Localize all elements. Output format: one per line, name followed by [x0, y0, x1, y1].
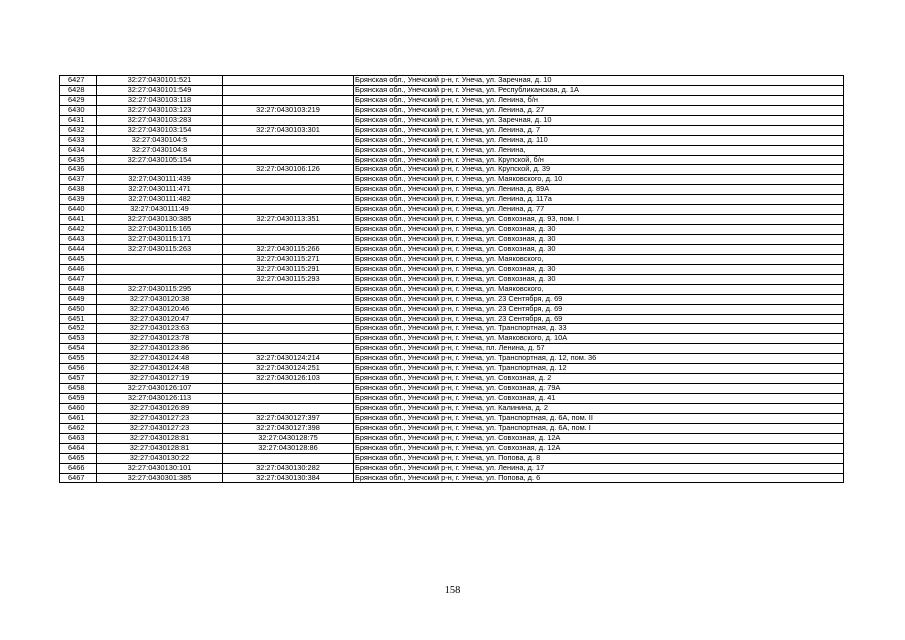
row-number-cell: 6434 [60, 145, 97, 155]
row-number-cell: 6439 [60, 195, 97, 205]
address-cell: Брянская обл., Унечский р-н, г. Унеча, ул. 23 Сентября, д. 69 [354, 304, 844, 314]
address-cell: Брянская обл., Унечский р-н, г. Унеча, ул. Совхозная, д. 41 [354, 394, 844, 404]
table-row [60, 423, 844, 433]
table-row [60, 105, 844, 115]
row-number-cell: 6441 [60, 215, 97, 225]
row-number-cell: 6440 [60, 205, 97, 215]
address-cell: Брянская обл., Унечский р-н, г. Унеча, ул. Транспортная, д. 6А, пом. I [354, 423, 844, 433]
related-cadastral-number-cell: 32:27:0430124:214 [223, 354, 354, 364]
table-row [60, 294, 844, 304]
address-cell: Брянская обл., Унечский р-н, г. Унеча, ул. Маяковского, д. 10А [354, 334, 844, 344]
related-cadastral-number-cell [223, 76, 354, 86]
table-row [60, 334, 844, 344]
cadastral-number-cell: 32:27:0430130:22 [97, 453, 223, 463]
cadastral-number-cell: 32:27:0430127:19 [97, 374, 223, 384]
cadastral-number-cell: 32:27:0430103:154 [97, 125, 223, 135]
row-number-cell: 6429 [60, 95, 97, 105]
table-row [60, 433, 844, 443]
address-cell: Брянская обл., Унечский р-н, г. Унеча, пл. Ленина, д. 57 [354, 344, 844, 354]
related-cadastral-number-cell [223, 304, 354, 314]
row-number-cell: 6436 [60, 165, 97, 175]
table-row [60, 205, 844, 215]
related-cadastral-number-cell: 32:27:0430130:282 [223, 463, 354, 473]
address-cell: Брянская обл., Унечский р-н, г. Унеча, ул. Ленина, д. 117а [354, 195, 844, 205]
cadastral-number-cell [97, 274, 223, 284]
cadastral-number-cell: 32:27:0430127:23 [97, 423, 223, 433]
row-number-cell: 6466 [60, 463, 97, 473]
related-cadastral-number-cell: 32:27:0430113:351 [223, 215, 354, 225]
related-cadastral-number-cell: 32:27:0430126:103 [223, 374, 354, 384]
related-cadastral-number-cell [223, 225, 354, 235]
row-number-cell: 6461 [60, 413, 97, 423]
related-cadastral-number-cell: 32:27:0430124:251 [223, 364, 354, 374]
cadastral-number-cell: 32:27:0430123:78 [97, 334, 223, 344]
row-number-cell: 6449 [60, 294, 97, 304]
cadastral-number-cell: 32:27:0430126:113 [97, 394, 223, 404]
address-cell: Брянская обл., Унечский р-н, г. Унеча, ул. 23 Сентября, д. 69 [354, 314, 844, 324]
row-number-cell: 6459 [60, 394, 97, 404]
address-cell: Брянская обл., Унечский р-н, г. Унеча, ул. Ленина, д. 7 [354, 125, 844, 135]
table-row [60, 175, 844, 185]
address-cell: Брянская обл., Унечский р-н, г. Унеча, ул. Совхозная, д. 30 [354, 244, 844, 254]
address-cell: Брянская обл., Унечский р-н, г. Унеча, ул. Транспортная, д. 33 [354, 324, 844, 334]
table-row [60, 244, 844, 254]
table-row [60, 344, 844, 354]
page-number: 158 [444, 585, 461, 596]
related-cadastral-number-cell [223, 85, 354, 95]
related-cadastral-number-cell [223, 403, 354, 413]
address-cell: Брянская обл., Унечский р-н, г. Унеча, ул. Маяковского, [354, 284, 844, 294]
table-row [60, 235, 844, 245]
cadastral-number-cell: 32:27:0430111:482 [97, 195, 223, 205]
row-number-cell: 6445 [60, 254, 97, 264]
row-number-cell: 6433 [60, 135, 97, 145]
table-row [60, 463, 844, 473]
address-cell: Брянская обл., Унечский р-н, г. Унеча, ул. Совхозная, д. 93, пом. I [354, 215, 844, 225]
related-cadastral-number-cell [223, 115, 354, 125]
cadastral-number-cell: 32:27:0430115:295 [97, 284, 223, 294]
row-number-cell: 6443 [60, 235, 97, 245]
table-row [60, 413, 844, 423]
row-number-cell: 6464 [60, 443, 97, 453]
table-row [60, 304, 844, 314]
related-cadastral-number-cell [223, 453, 354, 463]
related-cadastral-number-cell: 32:27:0430115:271 [223, 254, 354, 264]
related-cadastral-number-cell [223, 284, 354, 294]
related-cadastral-number-cell [223, 334, 354, 344]
row-number-cell: 6435 [60, 155, 97, 165]
cadastral-number-cell: 32:27:0430124:48 [97, 354, 223, 364]
address-cell: Брянская обл., Унечский р-н, г. Унеча, ул. Ленина, д. 77 [354, 205, 844, 215]
table-row [60, 145, 844, 155]
address-cell: Брянская обл., Унечский р-н, г. Унеча, ул. Крупской, д. 39 [354, 165, 844, 175]
address-cell: Брянская обл., Унечский р-н, г. Унеча, ул. Заречная, д. 10 [354, 76, 844, 86]
address-cell: Брянская обл., Унечский р-н, г. Унеча, ул. Попова, д. 8 [354, 453, 844, 463]
related-cadastral-number-cell [223, 394, 354, 404]
row-number-cell: 6465 [60, 453, 97, 463]
cadastral-number-cell: 32:27:0430127:23 [97, 413, 223, 423]
related-cadastral-number-cell: 32:27:0430115:291 [223, 264, 354, 274]
address-cell: Брянская обл., Унечский р-н, г. Унеча, ул. Ленина, д. 17 [354, 463, 844, 473]
row-number-cell: 6431 [60, 115, 97, 125]
cadastral-number-cell: 32:27:0430120:46 [97, 304, 223, 314]
row-number-cell: 6437 [60, 175, 97, 185]
table-row [60, 314, 844, 324]
cadastral-number-cell: 32:27:0430126:107 [97, 384, 223, 394]
address-cell: Брянская обл., Унечский р-н, г. Унеча, ул. Крупской, б/н [354, 155, 844, 165]
cadastral-number-cell: 32:27:0430104:5 [97, 135, 223, 145]
related-cadastral-number-cell: 32:27:0430115:266 [223, 244, 354, 254]
cadastral-number-cell: 32:27:0430126:89 [97, 403, 223, 413]
table-row [60, 195, 844, 205]
row-number-cell: 6462 [60, 423, 97, 433]
related-cadastral-number-cell: 32:27:0430103:219 [223, 105, 354, 115]
address-cell: Брянская обл., Унечский р-н, г. Унеча, ул. Ленина, д. 27 [354, 105, 844, 115]
row-number-cell: 6430 [60, 105, 97, 115]
cadastral-number-cell: 32:27:0430111:439 [97, 175, 223, 185]
cadastral-number-cell: 32:27:0430128:81 [97, 433, 223, 443]
address-cell: Брянская обл., Унечский р-н, г. Унеча, ул. Совхозная, д. 30 [354, 235, 844, 245]
address-cell: Брянская обл., Унечский р-н, г. Унеча, ул. Маяковского, д. 10 [354, 175, 844, 185]
cadastral-number-cell: 32:27:0430105:154 [97, 155, 223, 165]
cadastral-number-cell: 32:27:0430111:49 [97, 205, 223, 215]
related-cadastral-number-cell: 32:27:0430103:301 [223, 125, 354, 135]
cadastral-number-cell [97, 264, 223, 274]
address-cell: Брянская обл., Унечский р-н, г. Унеча, ул. Совхозная, д. 12А [354, 433, 844, 443]
row-number-cell: 6452 [60, 324, 97, 334]
address-cell: Брянская обл., Унечский р-н, г. Унеча, ул. 23 Сентября, д. 69 [354, 294, 844, 304]
table-row [60, 115, 844, 125]
related-cadastral-number-cell: 32:27:0430127:398 [223, 423, 354, 433]
table-row [60, 324, 844, 334]
table-row [60, 225, 844, 235]
table-row [60, 185, 844, 195]
address-cell: Брянская обл., Унечский р-н, г. Унеча, ул. Совхозная, д. 79А [354, 384, 844, 394]
row-number-cell: 6428 [60, 85, 97, 95]
row-number-cell: 6442 [60, 225, 97, 235]
table-row [60, 453, 844, 463]
table-row [60, 135, 844, 145]
row-number-cell: 6451 [60, 314, 97, 324]
address-cell: Брянская обл., Унечский р-н, г. Унеча, ул. Ленина, д. 89А [354, 185, 844, 195]
cadastral-number-cell: 32:27:0430115:165 [97, 225, 223, 235]
cadastral-number-cell: 32:27:0430128:81 [97, 443, 223, 453]
address-cell: Брянская обл., Унечский р-н, г. Унеча, ул. Транспортная, д. 6А, пом. II [354, 413, 844, 423]
row-number-cell: 6448 [60, 284, 97, 294]
related-cadastral-number-cell: 32:27:0430115:293 [223, 274, 354, 284]
table-row [60, 384, 844, 394]
row-number-cell: 6427 [60, 76, 97, 86]
cadastral-number-cell: 32:27:0430103:283 [97, 115, 223, 125]
address-cell: Брянская обл., Унечский р-н, г. Унеча, ул. Калинина, д. 2 [354, 403, 844, 413]
address-cell: Брянская обл., Унечский р-н, г. Унеча, ул. Ленина, д. 110 [354, 135, 844, 145]
address-cell: Брянская обл., Унечский р-н, г. Унеча, ул. Совхозная, д. 30 [354, 264, 844, 274]
related-cadastral-number-cell: 32:27:0430128:75 [223, 433, 354, 443]
row-number-cell: 6432 [60, 125, 97, 135]
row-number-cell: 6438 [60, 185, 97, 195]
table-row [60, 284, 844, 294]
row-number-cell: 6453 [60, 334, 97, 344]
address-cell: Брянская обл., Унечский р-н, г. Унеча, ул. Совхозная, д. 2 [354, 374, 844, 384]
cadastral-number-cell [97, 254, 223, 264]
related-cadastral-number-cell [223, 175, 354, 185]
cadastral-number-cell: 32:27:0430115:263 [97, 244, 223, 254]
address-cell: Брянская обл., Унечский р-н, г. Унеча, ул. Ленина, [354, 145, 844, 155]
address-cell: Брянская обл., Унечский р-н, г. Унеча, ул. Совхозная, д. 30 [354, 274, 844, 284]
cadastral-number-cell: 32:27:0430123:86 [97, 344, 223, 354]
row-number-cell: 6455 [60, 354, 97, 364]
table-row [60, 374, 844, 384]
related-cadastral-number-cell [223, 155, 354, 165]
table-row [60, 394, 844, 404]
cadastral-number-cell: 32:27:0430124:48 [97, 364, 223, 374]
cadastral-number-cell: 32:27:0430120:47 [97, 314, 223, 324]
related-cadastral-number-cell [223, 235, 354, 245]
row-number-cell: 6446 [60, 264, 97, 274]
table-row [60, 85, 844, 95]
table-row [60, 443, 844, 453]
table-row [60, 76, 844, 86]
related-cadastral-number-cell [223, 95, 354, 105]
table-row [60, 473, 844, 483]
table-body [60, 76, 844, 483]
row-number-cell: 6450 [60, 304, 97, 314]
row-number-cell: 6447 [60, 274, 97, 284]
related-cadastral-number-cell [223, 195, 354, 205]
table-row [60, 264, 844, 274]
address-cell: Брянская обл., Унечский р-н, г. Унеча, ул. Совхозная, д. 12А [354, 443, 844, 453]
row-number-cell: 6444 [60, 244, 97, 254]
related-cadastral-number-cell [223, 344, 354, 354]
related-cadastral-number-cell [223, 135, 354, 145]
related-cadastral-number-cell: 32:27:0430130:384 [223, 473, 354, 483]
address-cell: Брянская обл., Унечский р-н, г. Унеча, ул. Заречная, д. 10 [354, 115, 844, 125]
cadastral-number-cell: 32:27:0430103:123 [97, 105, 223, 115]
cadastral-number-cell: 32:27:0430115:171 [97, 235, 223, 245]
table-row [60, 125, 844, 135]
cadastral-table [59, 75, 844, 483]
cadastral-number-cell: 32:27:0430301:385 [97, 473, 223, 483]
related-cadastral-number-cell: 32:27:0430128:86 [223, 443, 354, 453]
cadastral-number-cell: 32:27:0430130:101 [97, 463, 223, 473]
related-cadastral-number-cell [223, 294, 354, 304]
cadastral-number-cell: 32:27:0430101:521 [97, 76, 223, 86]
address-cell: Брянская обл., Унечский р-н, г. Унеча, ул. Попова, д. 6 [354, 473, 844, 483]
row-number-cell: 6463 [60, 433, 97, 443]
table-row [60, 254, 844, 264]
cadastral-number-cell [97, 165, 223, 175]
related-cadastral-number-cell [223, 205, 354, 215]
address-cell: Брянская обл., Унечский р-н, г. Унеча, ул. Совхозная, д. 30 [354, 225, 844, 235]
table-row [60, 215, 844, 225]
address-cell: Брянская обл., Унечский р-н, г. Унеча, ул. Маяковского, [354, 254, 844, 264]
cadastral-number-cell: 32:27:0430104:8 [97, 145, 223, 155]
table-row [60, 403, 844, 413]
table-row [60, 354, 844, 364]
row-number-cell: 6454 [60, 344, 97, 354]
row-number-cell: 6467 [60, 473, 97, 483]
related-cadastral-number-cell [223, 314, 354, 324]
related-cadastral-number-cell [223, 324, 354, 334]
row-number-cell: 6457 [60, 374, 97, 384]
cadastral-number-cell: 32:27:0430103:118 [97, 95, 223, 105]
address-cell: Брянская обл., Унечский р-н, г. Унеча, ул. Транспортная, д. 12, пом. 36 [354, 354, 844, 364]
table-row [60, 364, 844, 374]
table-row [60, 155, 844, 165]
related-cadastral-number-cell: 32:27:0430127:397 [223, 413, 354, 423]
table-row [60, 95, 844, 105]
table-row [60, 165, 844, 175]
cadastral-number-cell: 32:27:0430101:549 [97, 85, 223, 95]
cadastral-number-cell: 32:27:0430123:63 [97, 324, 223, 334]
related-cadastral-number-cell [223, 384, 354, 394]
related-cadastral-number-cell [223, 145, 354, 155]
row-number-cell: 6460 [60, 403, 97, 413]
table-row [60, 274, 844, 284]
related-cadastral-number-cell: 32:27:0430106:126 [223, 165, 354, 175]
cadastral-number-cell: 32:27:0430120:38 [97, 294, 223, 304]
row-number-cell: 6458 [60, 384, 97, 394]
cadastral-number-cell: 32:27:0430111:471 [97, 185, 223, 195]
related-cadastral-number-cell [223, 185, 354, 195]
address-cell: Брянская обл., Унечский р-н, г. Унеча, ул. Республиканская, д. 1А [354, 85, 844, 95]
cadastral-number-cell: 32:27:0430130:385 [97, 215, 223, 225]
address-cell: Брянская обл., Унечский р-н, г. Унеча, ул. Транспортная, д. 12 [354, 364, 844, 374]
row-number-cell: 6456 [60, 364, 97, 374]
address-cell: Брянская обл., Унечский р-н, г. Унеча, ул. Ленина, б/н [354, 95, 844, 105]
